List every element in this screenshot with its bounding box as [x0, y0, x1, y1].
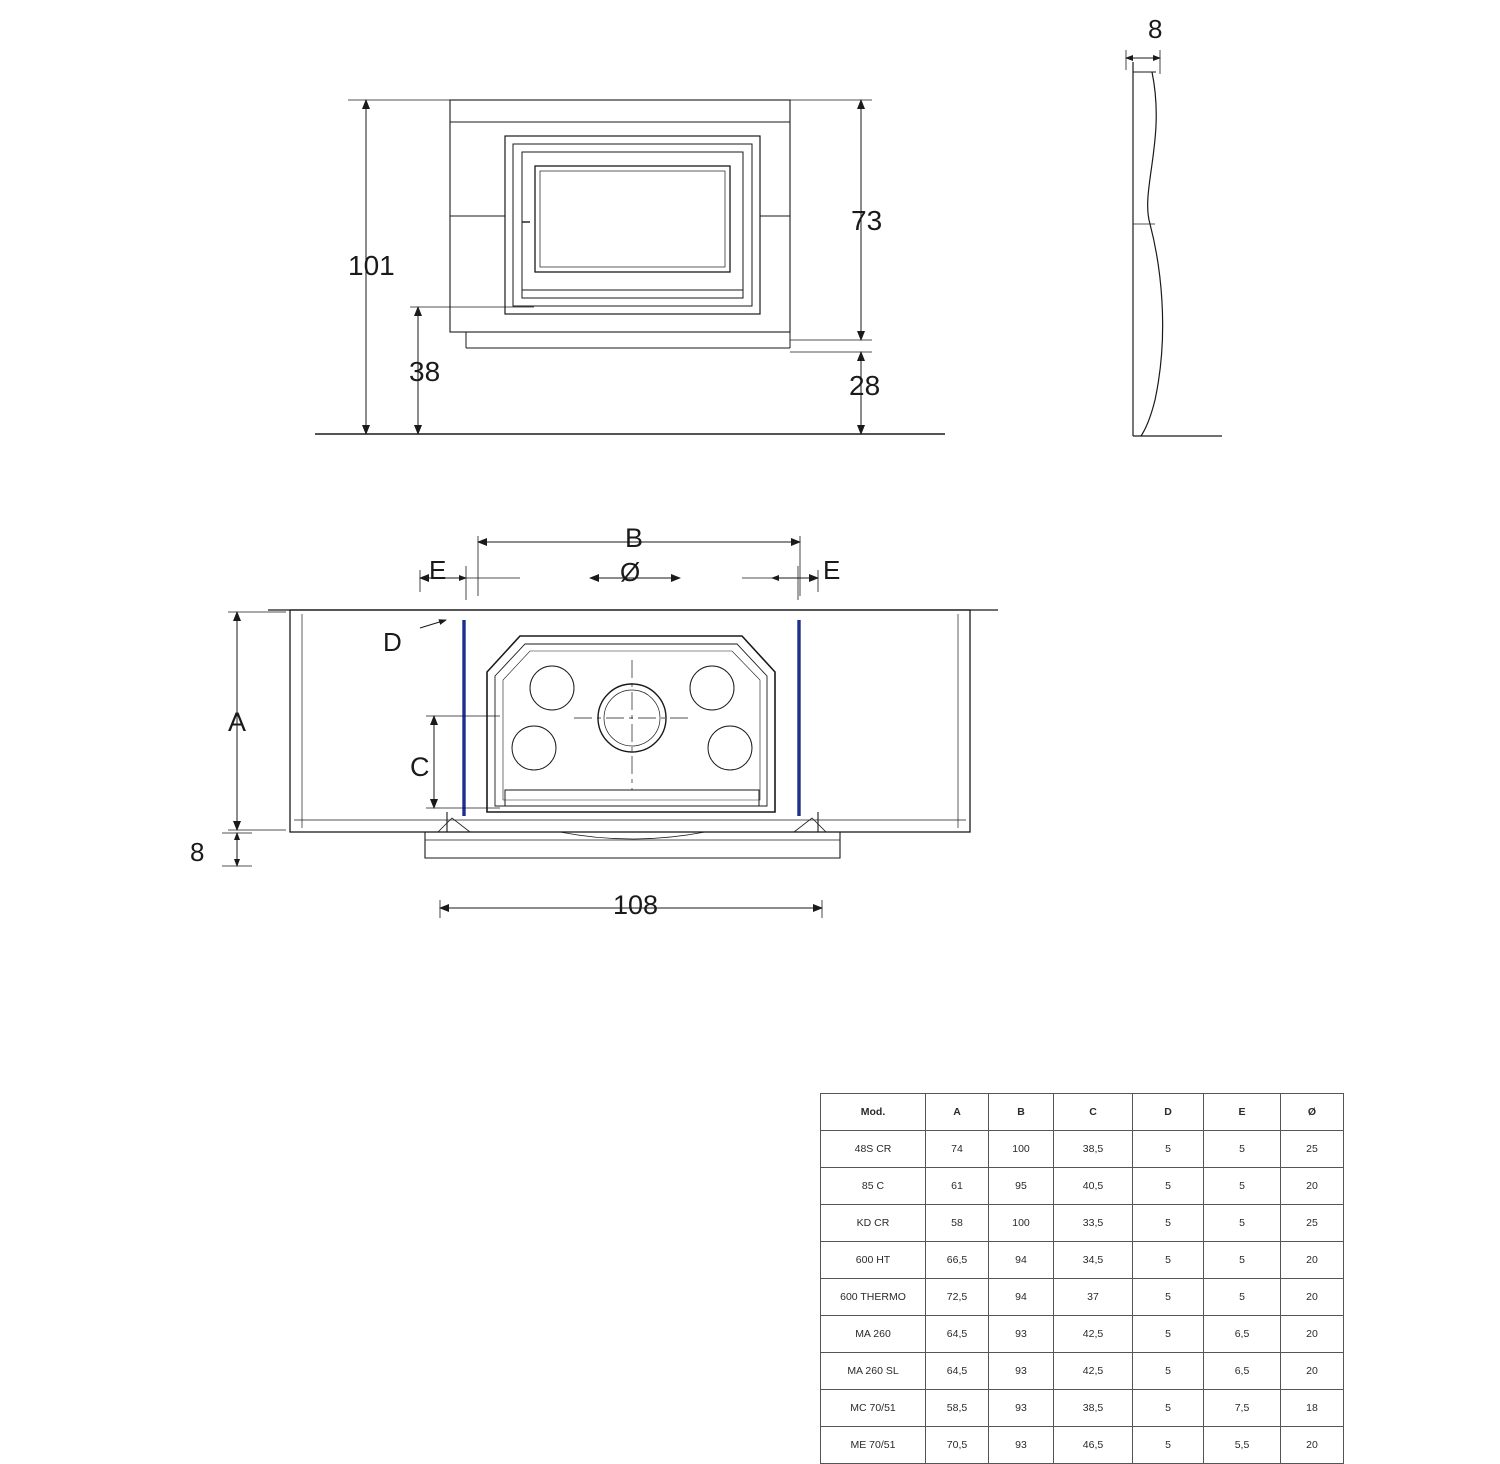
cell-mod: KD CR — [821, 1205, 926, 1242]
cell-b: 94 — [989, 1279, 1054, 1316]
dim-overall-height: 101 — [348, 250, 395, 281]
cell-a: 61 — [926, 1168, 989, 1205]
cell-diameter: 20 — [1281, 1279, 1344, 1316]
table-row — [821, 1131, 1344, 1168]
table-row — [821, 1168, 1344, 1205]
cell-d: 5 — [1133, 1316, 1204, 1353]
dim-offset-d: D — [383, 627, 402, 657]
dim-plan-thickness: 8 — [190, 837, 205, 867]
cell-a: 64,5 — [926, 1316, 989, 1353]
table-row — [821, 1316, 1344, 1353]
cell-e: 6,5 — [1204, 1316, 1281, 1353]
cell-diameter: 20 — [1281, 1316, 1344, 1353]
cell-c: 38,5 — [1054, 1131, 1133, 1168]
cell-c: 42,5 — [1054, 1353, 1133, 1390]
dim-opening-height: 73 — [851, 205, 883, 236]
cell-diameter: 20 — [1281, 1427, 1344, 1464]
cell-d: 5 — [1133, 1279, 1204, 1316]
cell-d: 5 — [1133, 1427, 1204, 1464]
cell-a: 64,5 — [926, 1353, 989, 1390]
cell-diameter: 25 — [1281, 1131, 1344, 1168]
cell-c: 38,5 — [1054, 1390, 1133, 1427]
cell-b: 93 — [989, 1427, 1054, 1464]
cell-c: 37 — [1054, 1279, 1133, 1316]
table-row — [821, 1205, 1344, 1242]
cell-e: 5 — [1204, 1131, 1281, 1168]
header-mod: Mod. — [821, 1094, 926, 1131]
header-b: B — [989, 1094, 1054, 1131]
cell-e: 5 — [1204, 1205, 1281, 1242]
specification-table — [820, 1093, 1344, 1464]
cell-c: 42,5 — [1054, 1316, 1133, 1353]
cell-mod: 600 THERMO — [821, 1279, 926, 1316]
cell-mod: ME 70/51 — [821, 1427, 926, 1464]
table-row — [821, 1427, 1344, 1464]
dim-width-b: B — [625, 523, 644, 553]
cell-diameter: 20 — [1281, 1353, 1344, 1390]
cell-c: 40,5 — [1054, 1168, 1133, 1205]
cell-a: 72,5 — [926, 1279, 989, 1316]
cell-a: 70,5 — [926, 1427, 989, 1464]
cell-d: 5 — [1133, 1353, 1204, 1390]
cell-d: 5 — [1133, 1131, 1204, 1168]
cell-e: 7,5 — [1204, 1390, 1281, 1427]
header-a: A — [926, 1094, 989, 1131]
table-row — [821, 1242, 1344, 1279]
cell-e: 5,5 — [1204, 1427, 1281, 1464]
cell-d: 5 — [1133, 1390, 1204, 1427]
cell-a: 58 — [926, 1205, 989, 1242]
header-c: C — [1054, 1094, 1133, 1131]
cell-mod: MC 70/51 — [821, 1390, 926, 1427]
cell-e: 5 — [1204, 1242, 1281, 1279]
dim-flue-diameter: Ø — [620, 557, 641, 587]
table-header-row — [821, 1094, 1344, 1131]
cell-mod: 600 HT — [821, 1242, 926, 1279]
header-d: D — [1133, 1094, 1204, 1131]
cell-a: 58,5 — [926, 1390, 989, 1427]
dim-wall-thickness: 8 — [1148, 14, 1163, 44]
cell-e: 6,5 — [1204, 1353, 1281, 1390]
cell-b: 93 — [989, 1316, 1054, 1353]
cell-e: 5 — [1204, 1168, 1281, 1205]
cell-mod: 85 C — [821, 1168, 926, 1205]
dim-edge-e-left: E — [429, 555, 447, 585]
cell-diameter: 25 — [1281, 1205, 1344, 1242]
table-row — [821, 1279, 1344, 1316]
cell-c: 46,5 — [1054, 1427, 1133, 1464]
dim-hearth-height: 38 — [409, 356, 441, 387]
cell-b: 95 — [989, 1168, 1054, 1205]
cell-b: 94 — [989, 1242, 1054, 1279]
cell-mod: 48S CR — [821, 1131, 926, 1168]
cell-d: 5 — [1133, 1168, 1204, 1205]
cell-c: 33,5 — [1054, 1205, 1133, 1242]
cell-a: 66,5 — [926, 1242, 989, 1279]
cell-e: 5 — [1204, 1279, 1281, 1316]
cell-d: 5 — [1133, 1242, 1204, 1279]
cell-d: 5 — [1133, 1205, 1204, 1242]
dim-depth-a: A — [228, 707, 247, 737]
cell-diameter: 20 — [1281, 1168, 1344, 1205]
table-row — [821, 1353, 1344, 1390]
dim-edge-e-right: E — [823, 555, 841, 585]
dim-plan-width: 108 — [613, 890, 659, 920]
dim-depth-c: C — [410, 752, 430, 782]
cell-diameter: 20 — [1281, 1242, 1344, 1279]
cell-b: 93 — [989, 1390, 1054, 1427]
cell-mod: MA 260 SL — [821, 1353, 926, 1390]
header-e: E — [1204, 1094, 1281, 1131]
cell-diameter: 18 — [1281, 1390, 1344, 1427]
cell-a: 74 — [926, 1131, 989, 1168]
plan-section-view — [222, 536, 998, 918]
header-diameter: Ø — [1281, 1094, 1344, 1131]
cell-b: 93 — [989, 1353, 1054, 1390]
cell-mod: MA 260 — [821, 1316, 926, 1353]
table-row — [821, 1390, 1344, 1427]
side-elevation-view — [1126, 50, 1222, 436]
cell-b: 100 — [989, 1205, 1054, 1242]
dim-base-height: 28 — [849, 370, 881, 401]
cell-c: 34,5 — [1054, 1242, 1133, 1279]
cell-b: 100 — [989, 1131, 1054, 1168]
